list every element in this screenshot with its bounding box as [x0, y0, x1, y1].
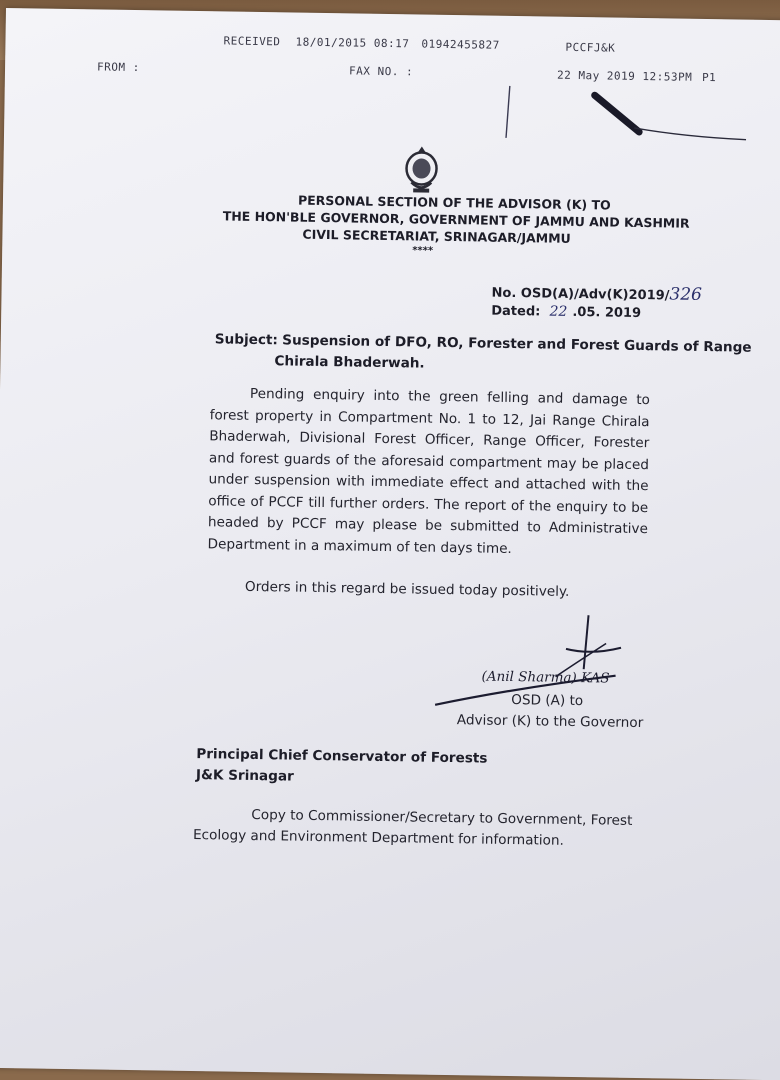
pen-scribble-mark — [484, 78, 765, 162]
reference-number-printed: No. OSD(A)/Adv(K)2019/ — [491, 285, 670, 304]
reference-dated-day: 22 — [549, 303, 568, 320]
body-paragraph-1: Pending enquiry into the green felling and damage to forest property in Compartment No. 1 to 12, Jai Range Chirala Bhaderwah, Divisional Forest Officer, Range Officer, Forester and forest guards of the aforesaid compartment may be placed under suspension with immediate effect and attached with the office of PCCF till further orders. The report of the enquiry to be headed by PCCF may please be submitted to Administrative Department in a maximum of ten days time. — [207, 385, 651, 557]
reference-dated-rest: .05. 2019 — [572, 304, 642, 322]
fax-received-datetime: 18/01/2015 08:17 — [295, 35, 410, 51]
signature-name: (Anil Sharma) KAS — [481, 668, 610, 687]
subject-label: Subject: — [214, 331, 279, 349]
fax-document-page — [0, 8, 780, 1080]
letterhead-line-3: CIVIL SECRETARIAT, SRINAGAR/JAMMU — [302, 226, 571, 246]
fax-received-label: RECEIVED — [223, 34, 281, 49]
subject-block — [215, 331, 752, 355]
signature-designation-2: Advisor (K) to the Governor — [456, 712, 644, 732]
subject-line-2: Chirala Bhaderwah. — [274, 353, 425, 372]
fax-no-label: FAX NO. : — [348, 64, 414, 79]
subject-line-1: Suspension of DFO, RO, Forester and Forest Guards of Range — [282, 332, 752, 356]
letterhead-line-1: PERSONAL SECTION OF THE ADVISOR (K) TO — [297, 192, 611, 213]
fax-page-marker: P1 — [701, 70, 717, 85]
signature-designation-1: OSD (A) to — [511, 692, 584, 710]
recipient-line-2: J&K Srinagar — [195, 767, 294, 785]
reference-dated-label: Dated: — [491, 303, 541, 320]
recipient-line-1: Principal Chief Conservator of Forests — [196, 746, 488, 767]
state-emblem-icon — [401, 144, 442, 197]
fax-sent-datetime: 22 May 2019 12:53PM — [556, 68, 693, 84]
copy-to-line-1: Copy to Commissioner/Secretary to Government, Forest — [251, 806, 633, 829]
copy-to-line-2: Ecology and Environment Department for information. — [192, 827, 564, 849]
reference-number-handwritten: 326 — [669, 284, 703, 305]
fax-sender-id: PCCFJ&K — [565, 40, 616, 55]
body-paragraph-2: Orders in this regard be issued today positively. — [244, 578, 570, 600]
fax-from-label: FROM : — [96, 60, 140, 75]
fax-number: 01942455827 — [421, 37, 500, 52]
letterhead-line-2: THE HON'BLE GOVERNOR, GOVERNMENT OF JAMMU AND KASHMIR — [222, 208, 690, 231]
letterhead-stars: **** — [412, 245, 434, 257]
reference-date — [491, 300, 641, 321]
